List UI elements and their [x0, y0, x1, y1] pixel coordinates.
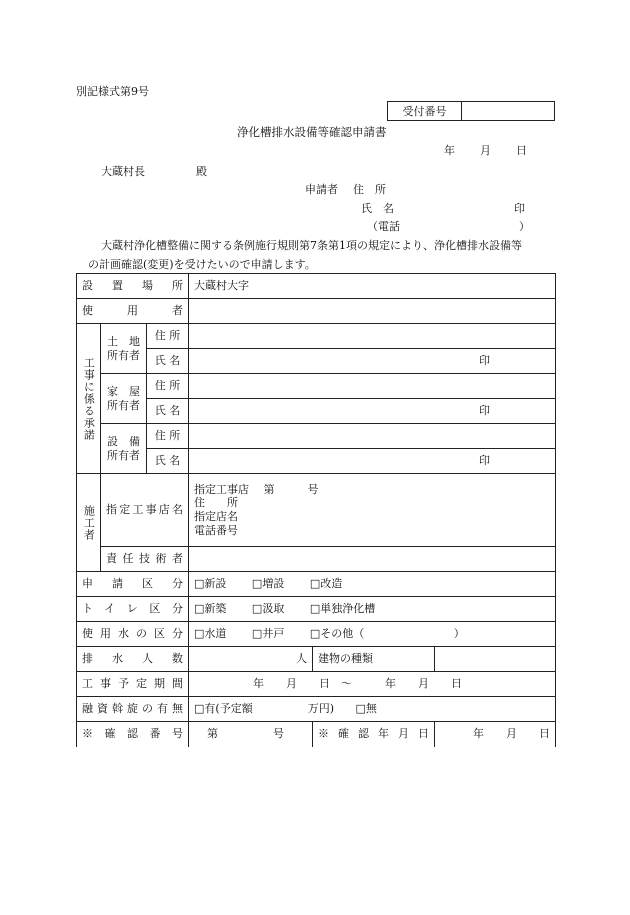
- house-owner-address-label: 住 所: [147, 374, 189, 399]
- engineer-value[interactable]: [189, 547, 556, 572]
- row-engineer: [77, 547, 556, 572]
- builder-label: 施工者: [77, 474, 101, 572]
- confirm-date-value[interactable]: 年 月 日: [435, 722, 556, 747]
- checkbox-other[interactable]: □その他（: [309, 627, 365, 641]
- finance-label: 融資斡旋の有無: [77, 697, 189, 722]
- confirm-number-value[interactable]: 第 号: [189, 722, 313, 747]
- row-period: [77, 672, 556, 697]
- other-close-paren: ）: [453, 627, 465, 641]
- row-house-owner-name: [77, 399, 556, 424]
- building-type-label: 建物の種類: [313, 647, 435, 672]
- row-toilet-type: [77, 597, 556, 622]
- row-confirmation: [77, 722, 556, 747]
- house-owner-label: 家 屋 所有者: [101, 374, 147, 424]
- honorific: 殿: [196, 165, 207, 178]
- toilet-type-options: [189, 597, 556, 622]
- designated-store-phone: 電話番号: [194, 523, 239, 537]
- checkbox-single-tank[interactable]: □単独浄化槽: [309, 602, 376, 616]
- checkbox-pit[interactable]: □汲取: [251, 602, 285, 616]
- land-owner-label: 土 地 所有者: [101, 324, 147, 374]
- body-text-line2: の計画確認(変更)を受けたいので申請します。: [88, 258, 316, 271]
- location-label: 設置場所: [77, 274, 189, 299]
- row-finance: [77, 697, 556, 722]
- facility-owner-name-label: 氏 名: [147, 449, 189, 474]
- confirm-number-label: ※確認番号: [77, 722, 189, 747]
- water-type-label: 使用水の区分: [77, 622, 189, 647]
- period-value[interactable]: 年 月 日 ～ 年 月 日: [189, 672, 556, 697]
- checkbox-new[interactable]: □新設: [194, 577, 227, 591]
- addressee: 大蔵村長: [101, 165, 145, 178]
- body-text-line1: 大蔵村浄化槽整備に関する条例施行規則第7条第1項の規定により、浄化槽排水設備等: [101, 239, 522, 252]
- house-owner-address-value[interactable]: [189, 374, 556, 399]
- application-table: [76, 273, 556, 747]
- phone-close: ）: [519, 220, 530, 233]
- designated-store-value[interactable]: [189, 474, 556, 547]
- designated-store-label: 指定工事店名: [101, 474, 189, 547]
- receipt-number-field[interactable]: [462, 102, 554, 120]
- application-type-label: 申請区分: [77, 572, 189, 597]
- land-owner-address-label: 住 所: [147, 324, 189, 349]
- house-owner-seal: 印: [479, 404, 491, 418]
- checkbox-well[interactable]: □井戸: [251, 627, 285, 641]
- checkbox-finance-yes[interactable]: □有(予定額 万円): [194, 702, 334, 716]
- land-owner-name-value[interactable]: [189, 349, 556, 374]
- finance-options: [189, 697, 556, 722]
- applicant-label: 申請者: [305, 183, 338, 196]
- people-value[interactable]: [189, 647, 313, 672]
- application-type-options: [189, 572, 556, 597]
- row-land-owner-address: [77, 324, 556, 349]
- row-people: [77, 647, 556, 672]
- designated-store-address: 住 所: [194, 496, 239, 510]
- row-location: [77, 274, 556, 299]
- people-unit: 人: [296, 652, 308, 666]
- applicant-seal: 印: [514, 202, 525, 215]
- checkbox-renovate[interactable]: □改造: [309, 577, 343, 591]
- row-land-owner-name: [77, 349, 556, 374]
- building-type-value[interactable]: [435, 647, 556, 672]
- phone-open: （電話: [367, 220, 400, 233]
- row-house-owner-address: [77, 374, 556, 399]
- applicant-address-label: 住 所: [353, 183, 386, 196]
- house-owner-name-value[interactable]: [189, 399, 556, 424]
- land-owner-name-label: 氏 名: [147, 349, 189, 374]
- row-user: [77, 299, 556, 324]
- period-label: 工事予定期間: [77, 672, 189, 697]
- engineer-label: 責任技術者: [101, 547, 189, 572]
- row-water-type: [77, 622, 556, 647]
- receipt-number-box: [387, 101, 555, 121]
- facility-owner-name-value[interactable]: [189, 449, 556, 474]
- designated-store-number: 指定工事店 第 号: [194, 482, 319, 496]
- document-title: 浄化槽排水設備等確認申請書: [237, 125, 387, 139]
- land-owner-address-value[interactable]: [189, 324, 556, 349]
- land-owner-seal: 印: [479, 354, 491, 368]
- row-designated-store: [77, 474, 556, 547]
- user-label: 使用者: [77, 299, 189, 324]
- facility-owner-address-value[interactable]: [189, 424, 556, 449]
- date-day: 日: [516, 144, 527, 157]
- water-type-options: [189, 622, 556, 647]
- row-application-type: [77, 572, 556, 597]
- checkbox-expand[interactable]: □増設: [251, 577, 285, 591]
- facility-owner-address-label: 住 所: [147, 424, 189, 449]
- designated-store-name: 指定店名: [194, 510, 239, 523]
- house-owner-name-label: 氏 名: [147, 399, 189, 424]
- row-facility-owner-address: [77, 424, 556, 449]
- applicant-name-label: 氏 名: [361, 202, 394, 215]
- facility-owner-label: 設 備 所有者: [101, 424, 147, 474]
- date-month: 月: [480, 144, 491, 157]
- toilet-type-label: トイレ区分: [77, 597, 189, 622]
- form-number: 別記様式第9号: [76, 85, 149, 98]
- location-value[interactable]: 大蔵村大字: [189, 274, 556, 299]
- consent-label: 工事に係る承諾: [77, 324, 101, 474]
- checkbox-finance-no[interactable]: □無: [355, 702, 377, 716]
- receipt-number-label: 受付番号: [388, 102, 462, 120]
- date-year: 年: [444, 144, 455, 157]
- row-facility-owner-name: [77, 449, 556, 474]
- checkbox-tap-water[interactable]: □水道: [194, 627, 227, 641]
- checkbox-new-build[interactable]: □新築: [194, 602, 227, 616]
- facility-owner-seal: 印: [479, 454, 491, 468]
- people-label: 排水人数: [77, 647, 189, 672]
- confirm-date-label: ※確認年月日: [313, 722, 435, 747]
- user-value[interactable]: [189, 299, 556, 324]
